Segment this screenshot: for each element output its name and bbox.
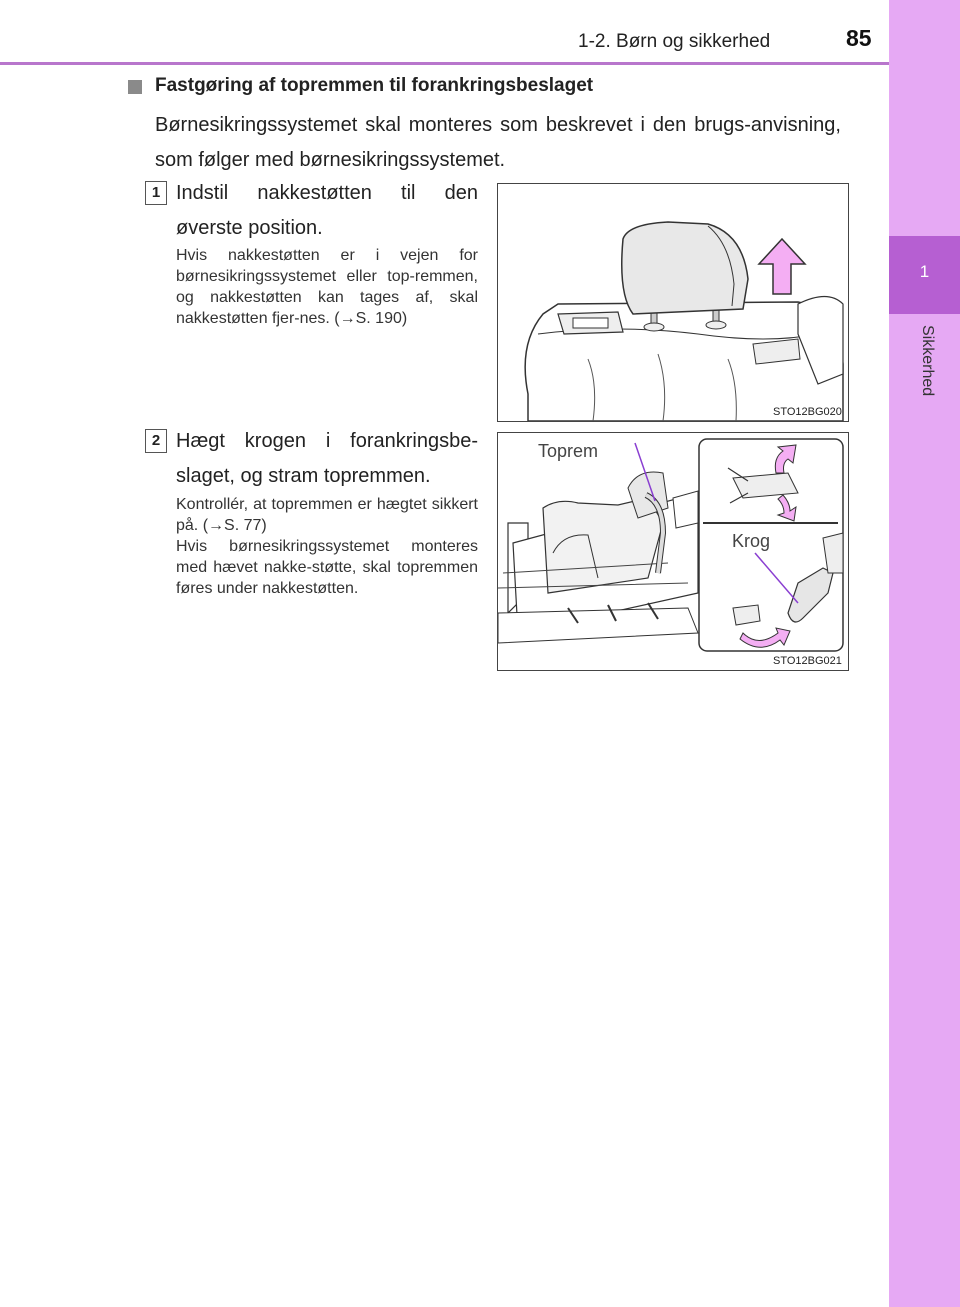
step-2-title: Hægt krogen i forankringsbe-slaget, og stram topremmen. (176, 430, 478, 487)
tether-figure (497, 432, 849, 671)
page-number: 85 (846, 25, 872, 51)
step-1-note: Hvis nakkestøtten er i vejen for børnesikringssystemet eller top-remmen, og nakkestøtten kan tages af, skal nakkestøtten fjer-nes. (→S. 190) (176, 247, 478, 327)
section-title: 1-2. Børn og sikkerhed (578, 31, 771, 52)
chapter-label: Sikkerhed (919, 325, 936, 397)
step-2-badge: 2 (145, 429, 167, 453)
step-2-note-1: Kontrollér, at topremmen er hægtet sikkert på. (→S. 77) (176, 496, 478, 534)
chapter-sidebar (889, 0, 960, 1307)
square-bullet-icon (128, 80, 142, 94)
toprem-label: Toprem (538, 441, 599, 461)
step-2-note-2: Hvis børnesikringssystemet monteres med hævet nakke-støtte, skal topremmen føres under nakkestøtten. (176, 538, 478, 597)
chapter-number: 1 (919, 262, 930, 281)
figure-code-2: STO12BG021 (773, 655, 842, 667)
headrest-figure (497, 183, 849, 422)
figure-code-1: STO12BG020 (773, 406, 842, 418)
krog-label: Krog (732, 531, 771, 551)
header-divider (0, 62, 889, 65)
intro-paragraph: Børnesikringssystemet skal monteres som beskrevet i den brugs-anvisning, som følger med børnesikringssystemet. (155, 114, 841, 171)
headrest-illustration (498, 184, 848, 421)
section-heading: Fastgøring af topremmen til forankringsbeslaget (155, 75, 594, 96)
step-1-badge: 1 (145, 181, 167, 205)
tether-illustration (498, 433, 848, 670)
step-1-title: Indstil nakkestøtten til den øverste position. (176, 182, 478, 239)
